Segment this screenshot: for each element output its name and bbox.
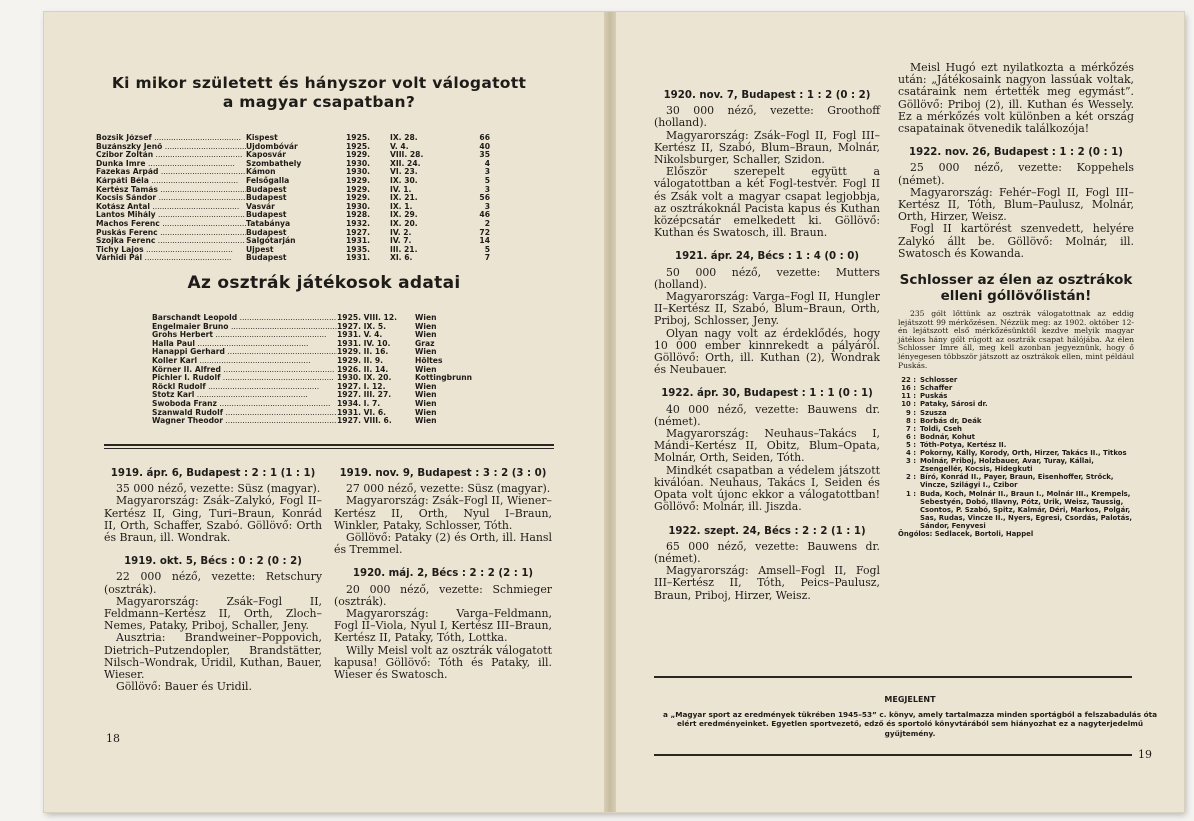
player-row: [96, 168, 566, 177]
booklet-spread: [44, 12, 1184, 812]
table-cell: 1929.: [346, 175, 371, 185]
table-cell: IX. 20.: [390, 218, 418, 228]
table-cell: Dunka Imre .....: [96, 160, 246, 169]
match-title: 1922. ápr. 30, Budapest : 1 : 1 (0 : 1): [661, 388, 873, 400]
scorer-line: [898, 384, 1134, 392]
match-title: 1919. nov. 9, Budapest : 3 : 2 (3 : 0): [339, 468, 547, 479]
goal-count: 10 :: [901, 400, 916, 409]
match-block: [334, 568, 552, 681]
match-title: 1920. nov. 7, Budapest : 1 : 2 (0 : 2): [663, 90, 871, 101]
table-cell: 40: [479, 141, 490, 151]
match-block: [654, 251, 880, 376]
table-cell: Vasvár: [246, 201, 275, 211]
match-title: 1921. ápr. 24, Bécs : 1 : 4 (0 : 0): [674, 251, 859, 263]
table-cell: Wien: [415, 381, 437, 391]
table-cell: 7: [484, 253, 490, 263]
match-block: [334, 468, 552, 556]
right-page: [616, 12, 1184, 812]
table-cell: 1930.: [346, 201, 371, 211]
matches-column-2: [334, 468, 552, 681]
left-page: [44, 12, 604, 812]
table-cell: 1927.: [346, 227, 371, 237]
table-cell: IX. 21.: [390, 193, 418, 203]
table-cell: XII. 24.: [390, 158, 421, 168]
table-cell: IX. 28.: [390, 133, 418, 142]
player-row: [96, 186, 566, 195]
table-cell: 56: [479, 193, 490, 203]
table-cell: 1930.: [346, 158, 371, 168]
scorer-line: [898, 400, 1134, 408]
table-cell: Salgótarján: [246, 236, 296, 246]
match-paragraph: Magyarország: Zsák–Zalykó, Fogl II–Kertész II, Ging, Turi–Braun, Konrád II, Orth, Schaffer, Szabó. Göllövő: Orth és Braun, ill. Wondrak.: [104, 494, 322, 545]
scorer-names: Bodnár, Kohut: [920, 432, 975, 441]
section-divider: [104, 448, 554, 449]
scorer-names: Bíró, Konrád II., Payer, Braun, Eisenhoffer, Strőck, Vincze, Szilágyi I., Czibor: [920, 473, 1114, 490]
goal-count: 1 :: [906, 489, 916, 498]
table-cell: 1931.: [346, 236, 371, 246]
table-cell: Koller Karl .....: [152, 357, 337, 366]
match-paragraph: 22 000 néző, vezette: Retschury (osztrák).: [104, 570, 322, 596]
table-cell: Lantos Mihály .....: [96, 211, 246, 220]
table-cell: 1927. IX. 5.: [337, 321, 387, 331]
goal-count: 9 :: [906, 408, 916, 417]
page-number: 19: [1138, 748, 1152, 761]
austrian-row: [152, 417, 532, 426]
own-goals: Öngólos: Sedlacek, Bortoli, Happel: [898, 529, 1034, 538]
table-cell: 14: [479, 236, 490, 246]
match-block: [104, 468, 322, 544]
player-row: [96, 220, 566, 229]
scorer-names: Szusza: [920, 408, 947, 417]
table-cell: Tatabánya: [246, 218, 291, 228]
goal-count: 7 :: [906, 424, 916, 433]
match-paragraph: Magyarország: Zsák–Fogl II, Feldmann–Kertész II, Orth, Zloch–Nemes, Pataky, Priboj, Schaller, Jeny.: [104, 594, 322, 633]
table-cell: 1935.: [346, 244, 371, 254]
player-row: [96, 246, 566, 255]
table-cell: Szojka Ferenc .....: [96, 237, 246, 246]
announcement-title: MEGJELENT: [884, 695, 936, 704]
match-paragraph: Magyarország: Fehér–Fogl II, Fogl III–Kertész II, Tóth, Blum–Paulusz, Molnár, Orth, Hirzer, Weisz.: [898, 185, 1134, 224]
player-row: [96, 229, 566, 238]
table-cell: Wien: [415, 313, 437, 322]
scorer-names: Puskás: [920, 392, 948, 401]
table-cell: Puskás Ferenc .....: [96, 229, 246, 238]
table-cell: Kispest: [246, 133, 278, 142]
table-cell: Tichy Lajos .....: [96, 246, 246, 255]
section-divider: [654, 676, 1132, 678]
player-row: [96, 177, 566, 186]
match-title: 1920. máj. 2, Bécs : 2 : 2 (2 : 1): [352, 568, 534, 580]
table-cell: Bozsik József .....: [96, 134, 246, 143]
page-heading: Ki mikor született és hányszor volt válogatott a magyar csapatban?: [111, 74, 527, 111]
goal-count: 22 :: [901, 376, 916, 385]
table-cell: Wien: [415, 407, 437, 417]
match-paragraph: 65 000 néző, vezette: Bauwens dr. (német).: [654, 539, 880, 565]
table-cell: V. 4.: [390, 141, 409, 151]
announcement: [660, 695, 1160, 738]
match-paragraph: Göllövő: Pataky (2) és Orth, ill. Hansl és Tremmel.: [334, 531, 552, 557]
table-cell: 1927. III. 27.: [337, 390, 392, 400]
match-paragraph: Olyan nagy volt az érdeklődés, hogy 10 000 ember kinnrekedt a pályáról. Göllövő: Orth, ill. Kuthan (2), Wondrak és Neubauer.: [654, 326, 880, 377]
goal-count: 3 :: [906, 457, 916, 466]
table-cell: 5: [484, 175, 490, 185]
table-cell: VIII. 28.: [390, 150, 424, 160]
scorer-names: Toldi, Cseh: [920, 424, 962, 433]
match-paragraph: 25 000 néző, vezette: Koppehels (német).: [898, 161, 1134, 187]
player-row: [96, 194, 566, 203]
meisl-quote: Meisl Hugó ezt nyilatkozta a mérkőzés után: „Játékosaink nagyon lassúak voltak, csatáraink nem értették meg egymást”. Göllövő: Priboj (2), ill. Kuthan és Wessely. Ez a mérkőzés volt különben a két ország csapatainak ötvenedik találkozója!: [898, 61, 1134, 136]
scorer-names: Buda, Koch, Molnár II., Braun I., Molnár III., Krempels, Sebestyén, Dobó, Illavny, Pótz, Urik, Weisz, Taussig, Csontos, P. Szabó, Spitz, Kalmár, Déri, Markos, Polgár, Sas, Rudas, Vincze II., Nyers, Egresi, Csordás, Palotás, Sándor, Fenyvesi: [920, 489, 1132, 530]
match-title: 1919. ápr. 6, Budapest : 2 : 1 (1 : 1): [110, 468, 316, 479]
player-row: [96, 203, 566, 212]
match-paragraph: Először szerepelt együtt a válogatottban a két Fogl-testvér. Fogl II és Zsák volt a magyar csapat legjobbja, az osztrákoknál Pacista kapus és Kuthan középcsatár emelkedett ki. Göllövő: Kuthan és Swatosch, ill. Braun.: [654, 165, 880, 240]
goal-count: 6 :: [906, 432, 916, 441]
table-cell: Wien: [415, 364, 437, 374]
match-paragraph: Magyarország: Neuhaus–Takács I, Mándi–Kertész II, Obitz, Blum–Opata, Molnár, Orth, Seiden, Tóth.: [654, 427, 880, 465]
table-cell: XI. 6.: [390, 253, 413, 263]
match-paragraph: Magyarország: Varga–Fogl II, Hungler II–Kertész II, Szabó, Blum–Braun, Orth, Priboj, Schlosser, Jeny.: [654, 290, 880, 328]
table-cell: IX. 29.: [390, 210, 418, 220]
table-cell: Wien: [415, 330, 437, 340]
table-cell: IV. 7.: [390, 236, 412, 246]
table-cell: 1934. I. 7.: [337, 398, 381, 408]
table-cell: Fazekas Árpád .....: [96, 168, 246, 177]
match-paragraph: Magyarország: Varga–Feldmann, Fogl II–Viola, Nyul I, Kertész III–Braun, Kertész II, Pataky, Tóth, Lottka.: [334, 607, 552, 645]
player-row: [96, 237, 566, 246]
table-cell: Röckl Rudolf .....: [152, 383, 337, 392]
scorer-line: [898, 457, 1134, 473]
scorer-line: [898, 449, 1134, 457]
match-block: [654, 90, 880, 239]
match-title: 1922. nov. 26, Budapest : 1 : 2 (0 : 1): [909, 147, 1123, 159]
table-cell: III. 21.: [390, 244, 418, 254]
table-cell: 1929. II. 9.: [337, 355, 384, 365]
table-cell: Swoboda Franz .....: [152, 400, 337, 409]
scorer-names: Tóth-Potya, Kertész II.: [920, 440, 1007, 449]
table-cell: 3: [484, 184, 490, 194]
table-cell: 1929.: [346, 184, 371, 194]
table-cell: Kaposvár: [246, 150, 287, 160]
match-paragraph: 27 000 néző, vezette: Süsz (magyar).: [346, 482, 551, 496]
matches-column-4: [898, 62, 1134, 538]
scorer-names: Schaffer: [920, 384, 953, 393]
match-paragraph: Magyarország: Zsák–Fogl II, Fogl III–Kertész II, Szabó, Blum–Braun, Molnár, Nikolsburger, Schaller, Szidon.: [654, 128, 880, 167]
scorer-intro: 235 gólt lőttünk az osztrák válogatottnak az eddig lejátszott 99 mérkőzésen. Nézzük meg: az 1902. október 12-én lejátszott első mérkőzésünktől kezdve melyik magyar játékos hány gólt rúgott az osztrák csapat hálójába. Az élen Schlosser Imre áll, meg kell azonban jegyeznünk, hogy ő lényegesen többször játszott az osztrákok ellen, mint például Puskás.: [898, 309, 1134, 370]
scorer-line: [898, 392, 1134, 400]
table-cell: Halla Paul .....: [152, 340, 337, 349]
table-cell: Höltes: [415, 355, 443, 365]
goal-count: 8 :: [906, 416, 916, 425]
table-cell: Ujpest: [246, 244, 274, 254]
matches-column-3: [654, 90, 880, 602]
match-paragraph: Magyarország: Amsell–Fogl II, Fogl III–Kertész II, Tóth, Peics–Paulusz, Braun, Priboj, Hirzer, Weisz.: [654, 564, 880, 602]
scorer-line: [898, 425, 1134, 433]
table-cell: Kottingbrunn: [415, 373, 473, 383]
match-paragraph: 20 000 néző, vezette: Schmieger (osztrák).: [334, 582, 552, 608]
table-cell: Szombathely: [246, 158, 302, 168]
table-cell: Kotász Antal .....: [96, 203, 246, 212]
table-cell: 2: [484, 218, 490, 228]
austria-heading: Az osztrák játékosok adatai: [187, 273, 461, 293]
table-cell: IX. 1.: [390, 201, 413, 211]
match-title: 1919. okt. 5, Bécs : 0 : 2 (0 : 2): [124, 556, 302, 568]
table-cell: Ujdombóvár: [246, 141, 298, 151]
match-paragraph: 40 000 néző, vezette: Bauwens dr. (német).: [654, 402, 880, 428]
match-paragraph: Mindkét csapatban a védelem játszott kiválóan. Neuhaus, Takács I, Seiden és Opata volt újonc ekkor a válogatottban! Göllövő: Molnár, ill. Jiszda.: [654, 463, 880, 514]
table-cell: 1925.: [346, 133, 371, 142]
scorer-line: [898, 433, 1134, 441]
table-cell: Wien: [415, 398, 437, 408]
table-cell: Wien: [415, 390, 437, 400]
match-paragraph: 35 000 néző, vezette: Süsz (magyar).: [116, 482, 321, 496]
table-cell: Felsőgalla: [246, 175, 290, 185]
scorer-names: Pataky, Sárosi dr.: [920, 400, 988, 409]
book-gutter: [604, 12, 616, 812]
table-cell: 1931. IV. 10.: [337, 338, 391, 348]
table-cell: Budapest: [246, 193, 287, 203]
scorer-line: [898, 490, 1134, 530]
table-cell: Wagner Theodor .....: [152, 417, 337, 426]
scorer-box-title: Schlosser az élen az osztrákok elleni góllövőlistán!: [899, 272, 1133, 305]
table-cell: 5: [484, 244, 490, 254]
table-cell: Kertész Tamás .....: [96, 186, 246, 195]
match-block: [898, 147, 1134, 260]
table-cell: 1928.: [346, 210, 371, 220]
table-cell: IV. 1.: [390, 184, 412, 194]
table-cell: Grohs Herbert .....: [152, 331, 337, 340]
goal-count: 16 :: [901, 384, 916, 393]
table-cell: Kárpáti Béla .....: [96, 177, 246, 186]
scorer-line: [898, 473, 1134, 489]
table-cell: Kocsis Sándor .....: [96, 194, 246, 203]
section-divider: [104, 444, 554, 446]
match-paragraph: Willy Meisl volt az osztrák válogatott kapusa! Göllövő: Tóth és Pataky, ill. Wieser és Swatosch.: [334, 643, 552, 682]
match-paragraph: Magyarország: Zsák–Fogl II, Wiener–Kertész II, Orth, Nyul I–Braun, Winkler, Pataky, Schlosser, Tóth.: [334, 494, 552, 532]
table-cell: 1932.: [346, 218, 371, 228]
match-paragraph: Göllövő: Bauer és Uridil.: [116, 680, 253, 694]
table-cell: 1929.: [346, 193, 371, 203]
match-paragraph: Fogl II kartörést szenvedett, helyére Zalykó állt be. Göllövő: Molnár, ill. Swatosch és Kowanda.: [898, 222, 1134, 260]
player-row: [96, 143, 566, 152]
table-cell: 1930. IX. 20.: [337, 373, 392, 383]
match-paragraph: 30 000 néző, vezette: Groothoff (holland).: [654, 104, 880, 130]
table-cell: 1931. V. 4.: [337, 330, 383, 340]
player-birth-table: [96, 134, 566, 263]
table-cell: Graz: [415, 338, 435, 348]
table-cell: 3: [484, 201, 490, 211]
table-cell: 1931. VI. 6.: [337, 407, 387, 417]
austrian-players-table: [152, 314, 532, 426]
table-cell: Wien: [415, 347, 437, 357]
table-cell: Budapest: [246, 253, 287, 263]
table-cell: Stotz Karl .....: [152, 391, 337, 400]
player-row: [96, 151, 566, 160]
match-paragraph: 50 000 néző, vezette: Mutters (holland).: [654, 265, 880, 291]
table-cell: Budapest: [246, 184, 287, 194]
goal-count: 4 :: [906, 449, 916, 458]
table-cell: Szanwald Rudolf .....: [152, 409, 337, 418]
scorer-names: Borbás dr, Deák: [920, 416, 982, 425]
table-cell: Buzánszky Jenő .....: [96, 143, 246, 152]
page-number: 18: [106, 732, 120, 745]
table-cell: 35: [479, 150, 490, 160]
table-cell: Budapest: [246, 227, 287, 237]
scorer-names: Pokorny, Kálly, Korody, Orth, Hirzer, Takács II., Titkos: [920, 449, 1127, 458]
table-cell: 66: [479, 133, 490, 142]
table-cell: Pichler I. Rudolf .....: [152, 374, 337, 383]
table-cell: IV. 2.: [390, 227, 412, 237]
player-row: [96, 160, 566, 169]
section-divider: [654, 754, 1132, 756]
table-cell: 1925.: [346, 141, 371, 151]
table-cell: IX. 30.: [390, 175, 418, 185]
scorer-names: Schlosser: [920, 376, 958, 385]
table-cell: VI. 23.: [390, 167, 418, 177]
player-row: [96, 254, 566, 263]
match-paragraph: Ausztria: Brandweiner–Poppovich, Dietrich–Putzendopler, Brandstätter, Nilsch–Wondrak, Uridil, Kuthan, Bauer, Wieser.: [104, 631, 322, 682]
table-cell: Körner II. Alfred .....: [152, 366, 337, 375]
goal-count: 2 :: [906, 473, 916, 482]
table-cell: Várhidi Pál .....: [96, 254, 246, 263]
scorer-line: [898, 409, 1134, 417]
table-cell: 46: [479, 210, 490, 220]
player-row: [96, 134, 566, 143]
table-cell: 1930.: [346, 167, 371, 177]
table-cell: Kámon: [246, 167, 276, 177]
goal-count: 5 :: [906, 440, 916, 449]
table-cell: 1927. I. 12.: [337, 381, 386, 391]
match-block: [654, 526, 880, 602]
table-cell: 1927. VIII. 6.: [337, 416, 392, 426]
table-cell: Wien: [415, 321, 437, 331]
scorer-line: [898, 417, 1134, 425]
table-cell: 1929. II. 16.: [337, 347, 389, 357]
goal-count: 11 :: [901, 392, 916, 401]
table-cell: Engelmaier Bruno .....: [152, 323, 337, 332]
table-cell: Machos Ferenc .....: [96, 220, 246, 229]
table-cell: 1925. VIII. 12.: [337, 313, 397, 322]
scorer-line: [898, 376, 1134, 384]
player-row: [96, 211, 566, 220]
table-cell: 1931.: [346, 253, 371, 263]
scorer-names: Molnár, Priboj, Holzbauer, Avar, Turay, Kállai, Zsengellér, Kocsis, Hidegkuti: [920, 457, 1094, 474]
table-cell: 4: [484, 158, 490, 168]
scorer-line: [898, 441, 1134, 449]
announcement-body: a „Magyar sport az eredmények tükrében 1945–53” c. könyv, amely tartalmazza minden sportágból a felszabadulás óta elért eredményeinket. Egyetlen sportvezető, edző és sportoló könyvtárából sem hiányozhat ez a nagyterjedelmű gyűjtemény.: [662, 710, 1158, 738]
table-cell: Czibor Zoltán .....: [96, 151, 246, 160]
table-cell: 1926. II. 14.: [337, 364, 389, 374]
match-block: [104, 556, 322, 693]
match-title: 1922. szept. 24, Bécs : 2 : 2 (1 : 1): [668, 525, 866, 537]
table-cell: Budapest: [246, 210, 287, 220]
match-block: [654, 388, 880, 513]
table-cell: Hanappi Gerhard .....: [152, 348, 337, 357]
table-cell: Barschandt Leopold .....: [152, 314, 337, 323]
table-cell: Wien: [415, 416, 437, 426]
table-cell: 3: [484, 167, 490, 177]
scorer-list: [898, 376, 1134, 530]
matches-column-1: [104, 468, 322, 693]
table-cell: 1929.: [346, 150, 371, 160]
table-cell: 72: [479, 227, 490, 237]
